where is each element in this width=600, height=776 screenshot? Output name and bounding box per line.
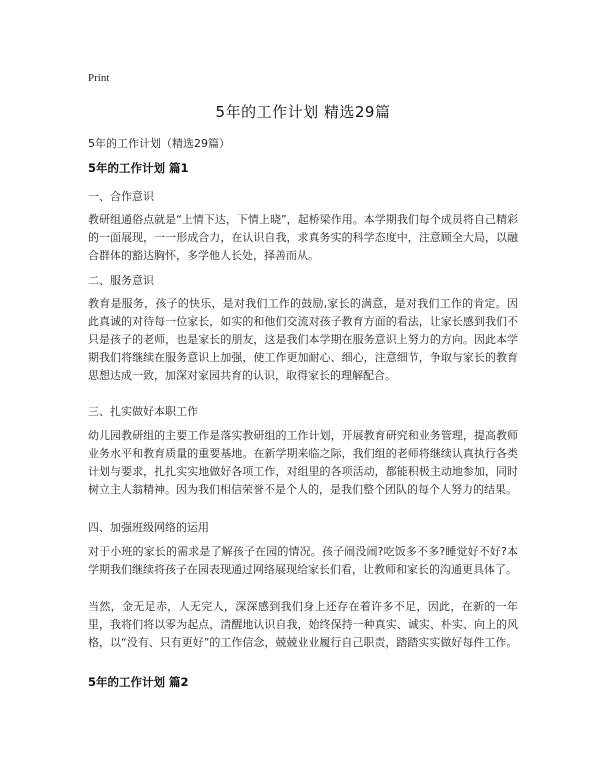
document-subtitle: 5年的工作计划（精选29篇） <box>88 137 230 150</box>
section-heading-2: 5年的工作计划 篇2 <box>88 675 189 689</box>
subheading-duties: 三、扎实做好本职工作 <box>88 405 198 418</box>
paragraph-cooperation: 教研组通俗点就是“上情下达，下情上晓”，起桥梁作用。本学期我们每个成员将自己精彩的一面展现，一一形成合力，在认识自我，求真务实的科学态度中，注意顾全大局，以融合群体的豁达胸怀，多学他人长处，择善而从。 <box>88 213 518 262</box>
paragraph-network: 对于小班的家长的需求是了解孩子在园的情况。孩子闹没闹?吃饭多不多?睡觉好不好?本学期我们继续将孩子在园表现通过网络展现给家长们看，让教师和家长的沟通更具体了。 <box>88 545 518 576</box>
subheading-cooperation: 一、合作意识 <box>88 190 154 203</box>
section-heading-1: 5年的工作计划 篇1 <box>88 161 189 175</box>
paragraph-service: 教育是服务，孩子的快乐，是对我们工作的鼓励,家长的满意，是对我们工作的肯定。因此真诚的对待每一位家长，如实的和他们交流对孩子教育方面的看法，让家长感到我们不只是孩子的老师，也是家长的朋友，这是我们本学期在服务意识上努力的方向。因此本学期我们将继续在服务意识上加强，使工作更加耐心、细心，注意细节，争取与家长的教育思想达成一致，加深对家园共育的认识，取得家长的理解配合。 <box>88 297 518 382</box>
subheading-network: 四、加强班级网络的运用 <box>88 521 209 534</box>
paragraph-duties: 幼儿园教研组的主要工作是落实教研组的工作计划，开展教育研究和业务管理，提高教师业务水平和教育质量的重要基地。在新学期来临之际，我们组的老师将继续认真执行各类计划与要求，扎扎实实地做好各项工作，对组里的各项活动，都能积极主动地参加，同时树立主人翁精神。因为我们相信荣誉不是个人的，是我们整个团队的每个人努力的结果。 <box>88 429 518 496</box>
page-title: 5年的工作计划 精选29篇 <box>215 103 391 121</box>
subheading-service: 二、服务意识 <box>88 274 154 287</box>
paragraph-conclusion: 当然，金无足赤，人无完人，深深感到我们身上还存在着许多不足，因此，在新的一年里，我将们将以零为起点，清醒地认识自我，始终保持一种真实、诚实、朴实、向上的风格，以“没有、只有更好”的工作信念，兢兢业业履行自己职责，踏踏实实做好每件工作。 <box>88 600 518 649</box>
print-link[interactable]: Print <box>88 72 110 84</box>
